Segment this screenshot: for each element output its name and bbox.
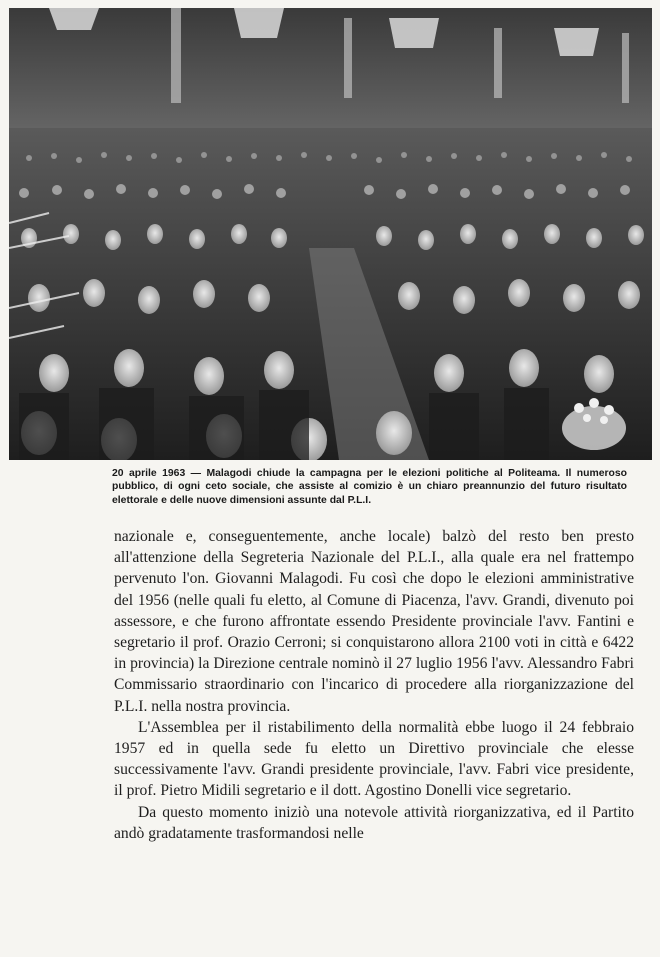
audience-photo-icon	[9, 8, 652, 460]
paragraph-3: Da questo momento iniziò una notevole attività riorganizzativa, ed il Partito andò gradatamente trasformandosi nelle	[114, 803, 634, 842]
paragraph-2: L'Assemblea per il ristabilimento della normalità ebbe luogo il 24 febbraio 1957 ed in quella sede fu eletto un Direttivo provinciale che elesse successivamente l'avv. Grandi presidente provinciale, l'avv. Fabri vice presidente, il prof. Pietro Midili segretario e il dott. Agostino Donelli vice segretario.	[114, 718, 634, 800]
paragraph-1: nazionale e, conseguentemente, anche locale) balzò del resto ben presto all'attenzione della Segreteria Nazionale del P.L.I., alla quale era nel frattempo pervenuto l'on. Giovanni Malagodi. Fu così che dopo le elezioni amministrative del 1956 (nelle quali fu eletto, al Comune di Piacenza, l'avv. Grandi, divenuto poi assessore, e che furono affrontate essendo Presidente provinciale l'avv. Fantini e segretario il prof. Orazio Cerroni; si conquistarono allora 2100 voti in città e 6422 in provincia) la Direzione centrale nominò il 27 luglio 1956 l'avv. Alessandro Fabri Commissario straordinario con l'incarico di procedere alla riorganizzazione del P.L.I. nella nostra provincia.	[114, 528, 634, 715]
audience-photo	[9, 8, 652, 460]
caption-dash: —	[185, 468, 207, 479]
caption-date: 20 aprile 1963	[112, 468, 186, 479]
caption-text: Malagodi chiude la campagna per le elezioni politiche al Politeama. Il numeroso pubblico, di ogni ceto sociale, che assiste al comizio è un chiaro preannunzio del futuro risultato elettorale e delle nuove dimensioni assunte dal P.L.I.	[112, 468, 627, 506]
article-body	[114, 526, 634, 844]
photo-caption	[112, 467, 627, 507]
